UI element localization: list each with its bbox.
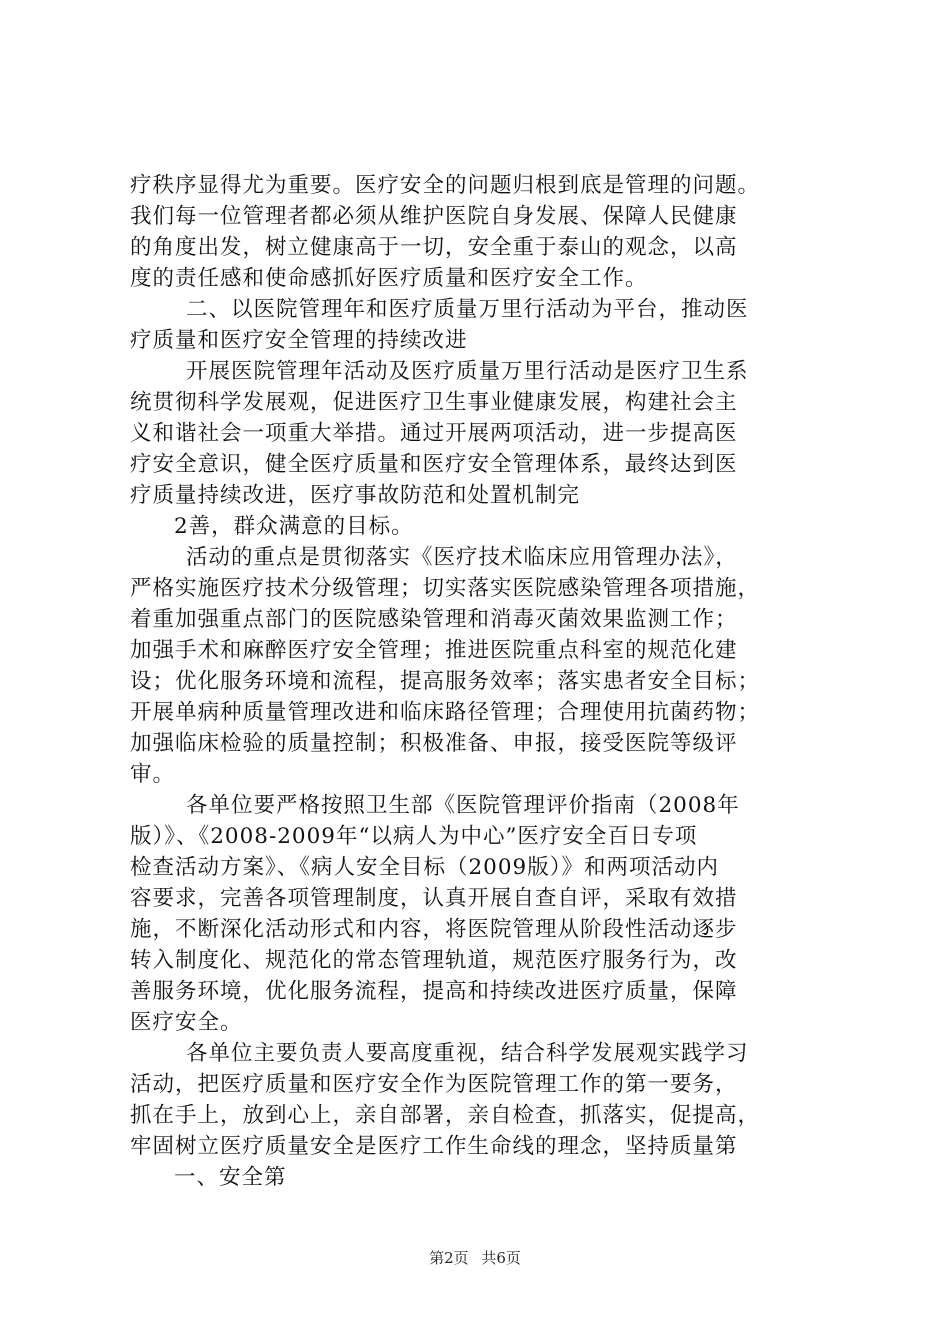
text-line: 义和谐社会一项重大举措。通过开展两项活动，进一步提高医 xyxy=(130,421,738,446)
text-line: 善服务环境，优化服务流程，提高和持续改进医疗质量，保障 xyxy=(130,979,738,1004)
text-line: 2善，群众满意的目标。 xyxy=(174,514,414,539)
text-line: 检查活动方案》、《病人安全目标（2009版）》和两项活动内 xyxy=(130,855,719,880)
text-line: 活动的重点是贯彻落实《医疗技术临床应用管理办法》， xyxy=(186,545,738,570)
text-line: 施，不断深化活动形式和内容，将医院管理从阶段性活动逐步 xyxy=(130,917,738,942)
text-line: 统贯彻科学发展观，促进医疗卫生事业健康发展，构建社会主 xyxy=(130,390,738,415)
text-line: 疗质量持续改进，医疗事故防范和处置机制完 xyxy=(130,483,581,508)
text-line: 我们每一位管理者都必须从维护医院自身发展、保障人民健康 xyxy=(130,204,738,229)
text-line: 度的责任感和使命感抓好医疗质量和医疗安全工作。 xyxy=(130,266,648,291)
text-line: 各单位要严格按照卫生部《医院管理评价指南（2008年 xyxy=(186,793,740,818)
page-number: 第2页 xyxy=(429,1249,469,1267)
text-line: 抓在手上，放到心上，亲自部署，亲自检查，抓落实，促提高， xyxy=(130,1103,761,1128)
text-line: 的角度出发，树立健康高于一切，安全重于泰山的观念，以高 xyxy=(130,235,738,260)
text-line: 疗安全意识，健全医疗质量和医疗安全管理体系，最终达到医 xyxy=(130,452,738,477)
text-line: 设；优化服务环境和流程，提高服务效率；落实患者安全目标； xyxy=(130,669,761,694)
text-line: 一、安全第 xyxy=(174,1165,287,1190)
text-line: 活动，把医疗质量和医疗安全作为医院管理工作的第一要务， xyxy=(130,1072,738,1097)
text-line: 疗质量和医疗安全管理的持续改进 xyxy=(130,328,468,353)
text-line: 牢固树立医疗质量安全是医疗工作生命线的理念，坚持质量第 xyxy=(130,1134,738,1159)
text-line: 各单位主要负责人要高度重视，结合科学发展观实践学习 xyxy=(186,1041,749,1066)
page-total: 共6页 xyxy=(481,1249,521,1267)
text-line: 严格实施医疗技术分级管理；切实落实医院感染管理各项措施， xyxy=(130,576,761,601)
text-line: 审。 xyxy=(130,762,176,787)
text-line: 加强临床检验的质量控制；积极准备、申报，接受医院等级评 xyxy=(130,731,738,756)
document-body xyxy=(130,170,830,1193)
text-line: 开展医院管理年活动及医疗质量万里行活动是医疗卫生系 xyxy=(186,359,749,384)
text-line: 医疗安全。 xyxy=(130,1010,243,1035)
text-line: 疗秩序显得尤为重要。医疗安全的问题归根到底是管理的问题。 xyxy=(130,173,761,198)
text-line: 加强手术和麻醉医疗安全管理；推进医院重点科室的规范化建 xyxy=(130,638,738,663)
text-line: 容要求，完善各项管理制度，认真开展自查自评，采取有效措 xyxy=(130,886,738,911)
page-footer xyxy=(0,1248,950,1268)
text-line: 开展单病种质量管理改进和临床路径管理；合理使用抗菌药物； xyxy=(130,700,761,725)
text-line: 二、以医院管理年和医疗质量万里行活动为平台，推动医 xyxy=(186,297,749,322)
text-line: 版）》、《2008-2009年“以病人为中心”医疗安全百日专项 xyxy=(130,824,698,849)
text-line: 转入制度化、规范化的常态管理轨道，规范医疗服务行为，改 xyxy=(130,948,738,973)
text-line: 着重加强重点部门的医院感染管理和消毒灭菌效果监测工作； xyxy=(130,607,738,632)
